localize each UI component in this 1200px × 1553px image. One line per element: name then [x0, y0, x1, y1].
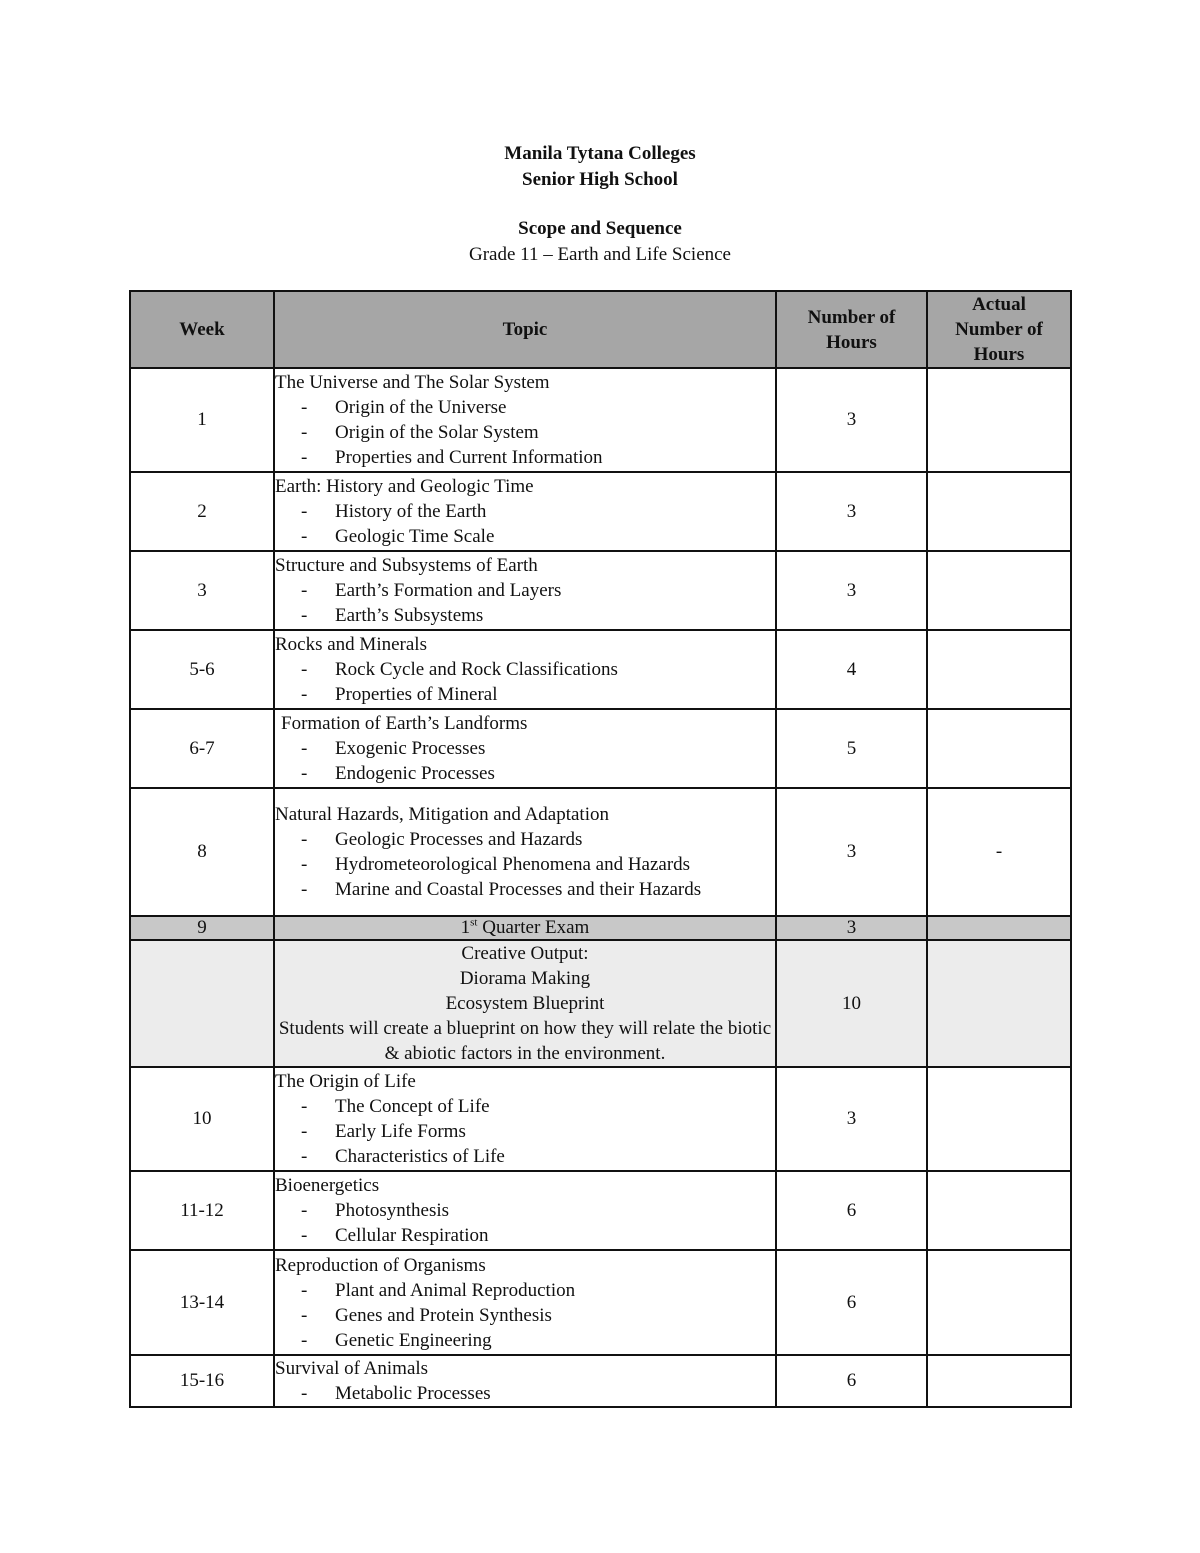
hours-cell: 3: [776, 1067, 927, 1171]
topic-cell: [274, 1250, 776, 1355]
topic-cell: [274, 1355, 776, 1407]
subtopic: - Genetic Engineering: [301, 1329, 492, 1351]
topic-cell: [274, 940, 776, 1067]
document-subtitle: Grade 11 – Earth and Life Science: [468, 244, 731, 265]
hours-cell: 10: [776, 940, 927, 1067]
topic-title: Formation of Earth’s Landforms: [281, 713, 528, 734]
table-row: [130, 630, 1071, 709]
column-header-topic: Topic: [274, 291, 776, 368]
actual-hours-cell: [927, 1250, 1071, 1355]
hours-cell: 6: [776, 1171, 927, 1250]
actual-hours-cell: [927, 1171, 1071, 1250]
subtopic: - Properties and Current Information: [301, 447, 603, 468]
hours-cell: 4: [776, 630, 927, 709]
creative-line: Creative Output:: [461, 943, 589, 964]
subtopic: - Origin of the Universe: [301, 397, 507, 418]
actual-hours-cell: [927, 1067, 1071, 1171]
topic-title: Bioenergetics: [275, 1175, 380, 1196]
week-cell: 3: [130, 551, 274, 630]
topic-cell: [274, 630, 776, 709]
topic-title: Reproduction of Organisms: [275, 1254, 486, 1276]
table-row: [130, 1171, 1071, 1250]
subtopic: - Endogenic Processes: [301, 763, 495, 784]
subtopic: - Hydrometeorological Phenomena and Hazards: [301, 854, 691, 875]
division-name: Senior High School: [522, 169, 678, 190]
hours-cell: 3: [776, 472, 927, 551]
topic-title: Survival of Animals: [275, 1358, 429, 1379]
subtopic: - Properties of Mineral: [301, 684, 498, 705]
hours-cell: 6: [776, 1355, 927, 1407]
column-header-week: Week: [130, 291, 274, 368]
week-cell: 2: [130, 472, 274, 551]
hours-cell: 3: [776, 368, 927, 472]
subtopic: - Origin of the Solar System: [301, 422, 539, 443]
subtopic: - Genes and Protein Synthesis: [301, 1304, 552, 1326]
column-header-actual-hours: Actual Number of Hours: [927, 291, 1071, 368]
subtopic: - Metabolic Processes: [301, 1383, 491, 1404]
actual-hours-cell: -: [927, 788, 1071, 916]
table-row: [130, 472, 1071, 551]
actual-hours-cell: [927, 916, 1071, 940]
hours-cell: 5: [776, 709, 927, 788]
actual-hours-cell: [927, 551, 1071, 630]
table-row: [130, 709, 1071, 788]
table-row: [130, 1067, 1071, 1171]
subtopic: - Earth’s Formation and Layers: [301, 580, 562, 601]
topic-cell: [274, 1171, 776, 1250]
subtopic: - Marine and Coastal Processes and their Hazards: [301, 879, 702, 900]
subtopic: - Photosynthesis: [301, 1200, 450, 1221]
topic-cell: [274, 472, 776, 551]
week-cell: 1: [130, 368, 274, 472]
topic-cell: [274, 551, 776, 630]
actual-hours-cell: [927, 709, 1071, 788]
subtopic: - Earth’s Subsystems: [301, 605, 484, 626]
actual-hours-cell: [927, 1355, 1071, 1407]
topic-cell: [274, 788, 776, 916]
subtopic: - The Concept of Life: [301, 1096, 490, 1117]
subtopic: - History of the Earth: [301, 501, 487, 522]
table-header-row: [130, 291, 1071, 368]
topic-title: Structure and Subsystems of Earth: [275, 555, 538, 576]
topic-title: The Origin of Life: [275, 1071, 416, 1092]
actual-hours-cell: [927, 940, 1071, 1067]
week-cell: [130, 940, 274, 1067]
subtopic: - Early Life Forms: [301, 1121, 466, 1142]
document-header: [0, 141, 1200, 268]
week-cell: 10: [130, 1067, 274, 1171]
hours-cell: 3: [776, 788, 927, 916]
week-cell: 5-6: [130, 630, 274, 709]
topic-title: The Universe and The Solar System: [275, 372, 550, 393]
creative-output-row: [130, 940, 1071, 1067]
week-cell: 15-16: [130, 1355, 274, 1407]
topic-title: Earth: History and Geologic Time: [275, 476, 534, 497]
topic-title: Rocks and Minerals: [275, 634, 427, 655]
creative-line: Diorama Making: [459, 968, 591, 989]
subtopic: - Geologic Time Scale: [301, 526, 495, 547]
actual-hours-cell: [927, 630, 1071, 709]
topic-cell: [274, 368, 776, 472]
week-cell: 9: [130, 916, 274, 940]
column-header-hours: Number of Hours: [776, 291, 927, 368]
topic-cell: 1st Quarter Exam: [274, 916, 776, 940]
week-cell: 13-14: [130, 1250, 274, 1355]
exam-row: [130, 916, 1071, 940]
subtopic: - Rock Cycle and Rock Classifications: [301, 659, 618, 680]
hours-cell: 3: [776, 916, 927, 940]
hours-cell: 3: [776, 551, 927, 630]
creative-line: Ecosystem Blueprint: [445, 993, 605, 1014]
subtopic: - Plant and Animal Reproduction: [301, 1279, 576, 1301]
table-row: [130, 551, 1071, 630]
subtopic: - Geologic Processes and Hazards: [301, 829, 583, 850]
topic-title: Natural Hazards, Mitigation and Adaptation: [275, 804, 609, 825]
subtopic: - Cellular Respiration: [301, 1225, 489, 1246]
creative-line: Students will create a blueprint on how they will relate the biotic & abiotic factors in the environment.: [278, 1018, 772, 1064]
school-name: Manila Tytana Colleges: [504, 143, 696, 164]
table-row: [130, 1250, 1071, 1355]
subtopic: - Characteristics of Life: [301, 1146, 505, 1167]
table-row: [130, 788, 1071, 916]
week-cell: 6-7: [130, 709, 274, 788]
table-row: [130, 368, 1071, 472]
topic-cell: [274, 709, 776, 788]
subtopic: - Exogenic Processes: [301, 738, 486, 759]
week-cell: 8: [130, 788, 274, 916]
hours-cell: 6: [776, 1250, 927, 1355]
topic-cell: [274, 1067, 776, 1171]
table-row: [130, 1355, 1071, 1407]
scope-sequence-table: [129, 290, 1072, 1408]
actual-hours-cell: [927, 368, 1071, 472]
actual-hours-cell: [927, 472, 1071, 551]
week-cell: 11-12: [130, 1171, 274, 1250]
document-title: Scope and Sequence: [518, 218, 682, 239]
